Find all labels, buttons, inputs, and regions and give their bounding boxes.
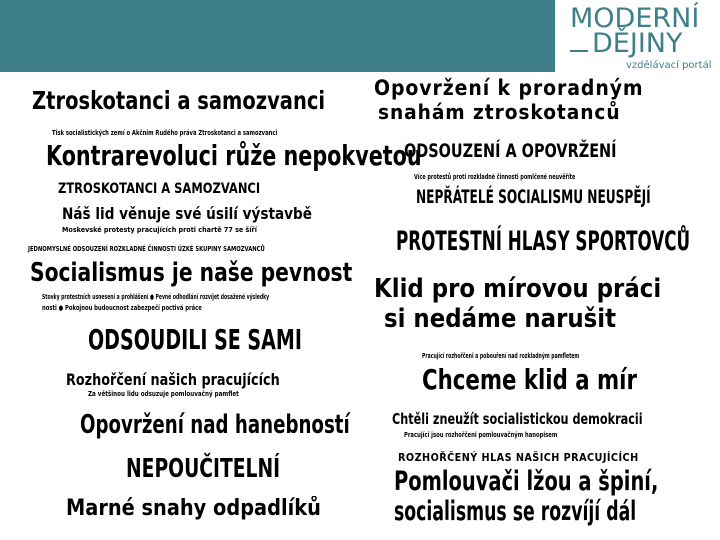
headline-ztroskotanci-caps: ZTROSKOTANCI A SAMOZVANCI <box>58 181 261 197</box>
headline-rozhorceni: Rozhořčení našich pracujících <box>66 370 280 389</box>
subhead-nosti: nosti ● Pokojnou budoucnost zabezpečí poctivá práce <box>42 304 202 312</box>
subhead-pracujici-hanopisem: Pracující jsou rozhořčeni pomlouvačným hanopisem <box>404 431 558 439</box>
headline-si-nedame: si nedáme narušit <box>384 304 617 334</box>
logo-tagline: vzdělávací portál <box>626 60 712 71</box>
headline-protestni-hlasy: PROTESTNÍ HLASY SPORTOVCŮ <box>396 226 691 257</box>
headline-nepratele: NEPŘÁTELÉ SOCIALISMU NEUSPĚJÍ <box>416 186 651 208</box>
logo-line-1: MODERNÍ <box>570 3 700 34</box>
subhead-moskevske: Moskevské protesty pracujících proti chartě 77 se šíří <box>62 226 257 234</box>
subhead-za-vetsinou: Za většinou lidu odsuzuje pomlouvačný pamflet <box>88 390 239 398</box>
headline-pomlouvaci: Pomlouvači lžou a špiní, <box>394 466 659 497</box>
headline-nas-lid: Náš lid věnuje své úsilí výstavbě <box>62 204 313 223</box>
subhead-tisk: Tisk socialistických zemí o Akčním Rudého práva Ztroskotanci a samozvanci <box>52 129 278 137</box>
headline-marne-snahy: Marné snahy odpadlíků <box>66 496 321 521</box>
headline-kontrarevoluci: Kontrarevoluci růže nepokvetou <box>46 139 422 172</box>
subhead-pracujici-rozhorceni: Pracující rozhořčeni a pobouření nad rozkladným pamfletem <box>422 352 580 360</box>
headline-socialismus-se-rozviji: socialismus se rozvíjí dál <box>394 496 637 527</box>
headline-nepoucitelni: NEPOUČITELNÍ <box>126 454 281 484</box>
headline-rozhorceny-hlas: ROZHOŘČENÝ HLAS NAŠICH PRACUJÍCÍCH <box>398 451 639 464</box>
headline-ztroskotanci: Ztroskotanci a samozvanci <box>32 86 326 115</box>
headline-odsoudili: ODSOUDILI SE SAMI <box>88 323 302 356</box>
headline-odsouzeni-a-opovrzeni: ODSOUZENÍ A OPOVRŽENÍ <box>404 140 617 162</box>
logo-line-2 <box>570 29 682 59</box>
headline-chceme-klid: Chceme klid a mír <box>422 363 637 396</box>
subhead-stovky: Stovky protestních usnesení a prohlášení ● Pevné odhodlání rozvíjet dosažené výsledky <box>42 293 270 301</box>
headline-chteli-zneuzit: Chtěli zneužít socialistickou demokracii <box>392 410 643 428</box>
logo-line-2-text: DĚJINY <box>592 28 683 59</box>
headline-klid-pro: Klid pro mírovou práci <box>374 274 662 304</box>
headline-opovrzeni-proradnym: Opovržení k proradným <box>374 76 644 100</box>
headline-snaham: snahám ztroskotanců <box>378 100 621 124</box>
moderni-dejiny-logo[interactable] <box>560 2 718 80</box>
headline-opovrzeni-nad: Opovržení nad hanebností <box>80 410 350 440</box>
header-bar <box>0 0 555 72</box>
subhead-vice-protestu: Více protestů proti rozkladné činnosti pomlčené neuvěříte <box>414 173 576 181</box>
headline-socialismus: Socialismus je naše pevnost <box>30 258 353 288</box>
subhead-jednomyslne: JEDNOMYSLNÉ ODSOUZENÍ ROZKLADNÉ ČINNOSTI ÚZKÉ SKUPINY SAMOZVANCŮ <box>28 245 265 253</box>
